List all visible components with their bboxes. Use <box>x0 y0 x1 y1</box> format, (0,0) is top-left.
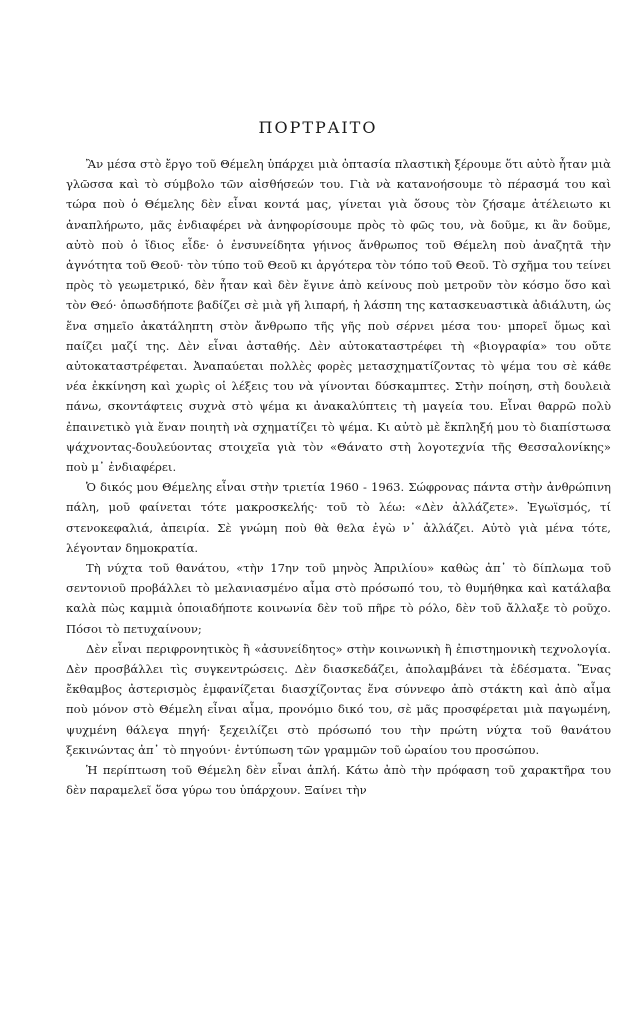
paragraph: Τὴ νύχτα τοῦ θανάτου, «τὴν 17ην τοῦ μηνὸς Ἀπριλίου» καθὼς ἀπ᾽ τὸ δίπλωμα τοῦ σεντονιοῦ προβάλλει τὸ μελανιασμένο αἷμα στὸ πρόσωπό του, τὸ θυμήθηκα καὶ κατάλαβα καλὰ πὼς καμμιὰ ὁποιαδήποτε κοινωνία δὲν τοῦ πῆρε τὸ ρόλο, δὲν τοῦ ἄλλαξε τὸ ροῦχο. Πόσοι τὸ πετυχαίνουν; <box>66 561 611 636</box>
paragraph: Ὁ δικός μου Θέμελης εἶναι στὴν τριετία 1960 - 1963. Σώφρονας πάντα στὴν ἀνθρώπινη πάλη, μοῦ φαίνεται τότε μακροσκελής· τοῦ τὸ λέω: «Δὲν ἀλλάζετε». Ἐγωϊσμός, τί στενοκεφαλιά, ἀπειρία. Σὲ γνώμη ποὺ θὰ θελα ἐγὼ ν᾽ ἀλλάζει. Αὐτὸ γιὰ μένα τότε, λέγονταν δημοκρατία. <box>66 480 611 555</box>
paragraph: Ἂν μέσα στὸ ἔργο τοῦ Θέμελη ὑπάρχει μιὰ ὀπτασία πλαστικὴ ξέρουμε ὅτι αὐτὸ ἦταν μιὰ γλῶσσα καὶ τὸ σύμβολο τῶν αἰσθήσεών του. Γιὰ νὰ κατανοήσουμε τὸ πέρασμά του καὶ τώρα ποὺ ὁ Θέμελης δὲν εἶναι κοντά μας, γίνεται γιὰ ὅσους τὸν ζήσαμε ἀτέλειωτο κι ἀναπλήρωτο, μᾶς ἐνδιαφέρει νὰ ἀνηφορίσουμε πρὸς τὸ φῶς του, νὰ δοῦμε, κι ἂν δοῦμε, αὐτὸ ποὺ ὁ ἴδιος εἶδε· ὁ ἐνσυνείδητα γήινος ἄνθρωπος τοῦ Θέμελη ποὺ ἀναζητᾶ τὴν ἀγνότητα τοῦ Θεοῦ· τὸν τύπο τοῦ Θεοῦ κι ἀργότερα τὸν τόπο τοῦ Θεοῦ. Τὸ σχῆμα του τείνει πρὸς τὸ γεωμετρικό, δὲν ἦταν καὶ δὲν ἔγινε ἀπὸ κείνους ποὺ μετροῦν τὸν κόσμο ὅσο καὶ τὸν Θεό· ὁπωσδήποτε βαδίζει σὲ μιὰ γῆ λιπαρή, ἡ λάσπη της κατασκευαστικὰ ἀδιάλυτη, ὡς ἕνα σημεῖο ἀκατάληπτη στὸν ἄνθρωπο τῆς γῆς ποὺ σέρνει μέσα του· μπορεῖ ὅμως καὶ παίζει μαζί της. Δὲν εἶναι ἀσταθής. Δὲν αὐτοκαταστρέφει τὴ «βιογραφία» του οὔτε αὐτοκαταστρέφεται. Ἀναπαύεται πολλὲς φορὲς μετασχηματίζοντας τὸ ψέμα του σὲ κάθε νέα ἐκκίνηση καὶ χωρὶς οἱ λέξεις του νὰ γίνονται δύσκαμπτες. Στὴν ποίηση, στὴ δουλειὰ πάνω, σκοντάφτεις συχνὰ στὸ ψέμα κι ἀνακαλύπτεις τὴ μαγεία του. Εἶναι θαρρῶ πολὺ ἐπαινετικὸ γιὰ ἕναν ποιητὴ νὰ σχηματίζει τὸ ψέμα. Κι αὐτὸ μὲ ἔκπληξή μου τὸ διαπίστωσα ψάχνοντας-δουλεύοντας στοιχεῖα γιὰ τὸν «Θάνατο στὴ λογοτεχνία τῆς Θεσσαλονίκης» ποὺ μ᾽ ἐνδιαφέρει. <box>66 157 611 475</box>
page-title: ΠΟΡΤΡΑΙΤΟ <box>258 118 378 137</box>
paragraph: Ἡ περίπτωση τοῦ Θέμελη δὲν εἶναι ἁπλή. Κάτω ἀπὸ τὴν πρόφαση τοῦ χαρακτῆρα του δὲν παραμελεῖ ὅσα γύρω του ὑπάρχουν. Ξαίνει τὴν <box>66 763 611 798</box>
body-text <box>66 154 611 801</box>
paragraph: Δὲν εἶναι περιφρονητικὸς ἢ «ἀσυνείδητος» στὴν κοινωνικὴ ἢ ἐπιστημονικὴ τεχνολογία. Δὲν προσβάλλει τὶς συγκεντρώσεις. Δὲν διασκεδάζει, ἀπολαμβάνει τὰ ἐδέσματα. Ἕνας ἔκθαμβος ἀστερισμὸς ἐμφανίζεται διασχίζοντας ἕνα σύννεφο ἀπὸ στάκτη καὶ ἀπὸ αἷμα ποὺ μόνον στὸ Θέμελη εἶναι αἷμα, προνόμιο δικό του, σὲ μᾶς προσφέρεται μιὰ παγωμένη, ψυχμένη θάλεγα πηγή· ξεχειλίζει στὸ πρόσωπό του τὴν πρώτη νύχτα τοῦ θανάτου ξεκινώντας ἀπ᾽ τὸ πηγούνι· ἐντύπωση τῶν γραμμῶν τοῦ ὡραίου του προσώπου. <box>66 641 611 757</box>
